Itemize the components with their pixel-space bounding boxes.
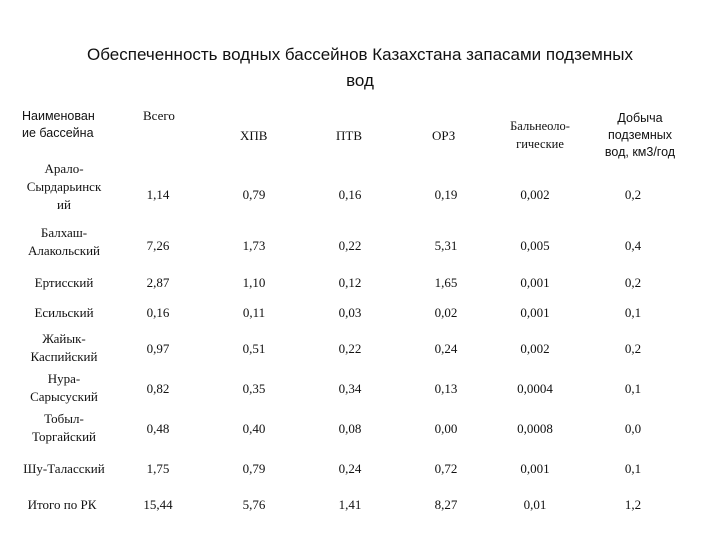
row-basin-name — [2, 224, 126, 260]
table-cell: 5,76 — [242, 497, 266, 512]
table-cell: 0,16 — [146, 305, 170, 320]
table-cell: 2,87 — [146, 275, 170, 290]
table-cell: 0,1 — [624, 305, 642, 320]
table-cell: 0,1 — [624, 461, 642, 476]
row-basin-name-line: Тобыл- — [44, 411, 84, 426]
table-cell: 1,65 — [434, 275, 458, 290]
table-cell: 0,19 — [434, 187, 458, 202]
page-title-line-2: вод — [346, 71, 374, 90]
table-cell: 0,0 — [624, 421, 642, 436]
table-cell: 0,0004 — [517, 381, 553, 396]
table-cell: 0,0008 — [517, 421, 553, 436]
table-cell: 0,002 — [520, 187, 550, 202]
table-cell: 0,4 — [624, 238, 642, 253]
table-cell: 0,24 — [434, 341, 458, 356]
header-hpv: ХПВ — [240, 128, 268, 143]
table-cell: 0,002 — [520, 341, 550, 356]
row-basin-name-line: Алакольский — [27, 243, 101, 258]
table-cell: 0,005 — [520, 238, 550, 253]
row-basin-name-line: Сарысуский — [30, 389, 98, 404]
table-cell: 0,34 — [338, 381, 362, 396]
table-cell: 0,03 — [338, 305, 362, 320]
table-cell: 0,72 — [434, 461, 458, 476]
header-extraction: Добыча подземных вод, км3/год — [604, 111, 676, 159]
table-cell: 0,2 — [624, 341, 642, 356]
table-cell: 0,82 — [146, 381, 170, 396]
table-cell: 0,51 — [242, 341, 266, 356]
row-basin-name-line: Жайык- — [42, 331, 86, 346]
table-cell: 0,79 — [242, 461, 266, 476]
row-basin-name — [0, 496, 124, 514]
row-basin-name-line: Нура- — [47, 371, 81, 386]
header-orz: ОРЗ — [432, 128, 456, 143]
table-cell: 0,01 — [523, 497, 547, 512]
table-cell: 8,27 — [434, 497, 458, 512]
table-cell: 0,001 — [520, 275, 550, 290]
row-basin-name-line: Сырдарьинск — [26, 179, 102, 194]
table-cell: 0,12 — [338, 275, 362, 290]
row-basin-name — [2, 330, 126, 366]
table-cell: 0,2 — [624, 187, 642, 202]
table-cell: 0,97 — [146, 341, 170, 356]
row-basin-name — [2, 370, 126, 406]
table-cell: 1,10 — [242, 275, 266, 290]
row-basin-name — [2, 274, 126, 292]
row-basin-name-line: Торгайский — [31, 429, 97, 444]
row-basin-name-line: Ертисский — [34, 275, 94, 290]
row-basin-name-line: Арало- — [44, 161, 84, 176]
table-cell: 0,001 — [520, 305, 550, 320]
header-ptv: ПТВ — [336, 128, 362, 143]
table-cell: 0,00 — [434, 421, 458, 436]
table-cell: 1,14 — [146, 187, 170, 202]
table-cell: 0,11 — [242, 305, 266, 320]
table-cell: 0,16 — [338, 187, 362, 202]
header-basin-name: Наименован ие бассейна — [22, 109, 95, 140]
table-cell: 0,02 — [434, 305, 458, 320]
header-balneological: Бальнеоло- гические — [510, 119, 570, 151]
row-basin-name-line: Балхаш- — [40, 225, 88, 240]
table-cell: 0,35 — [242, 381, 266, 396]
table-cell: 15,44 — [143, 497, 173, 512]
row-basin-name — [2, 410, 126, 446]
table-cell: 0,22 — [338, 238, 362, 253]
table-cell: 0,48 — [146, 421, 170, 436]
header-total: Всего — [143, 108, 175, 123]
row-basin-name — [2, 160, 126, 214]
row-basin-name-line: Есильский — [34, 305, 94, 320]
table-cell: 0,40 — [242, 421, 266, 436]
table-cell: 0,001 — [520, 461, 550, 476]
table-cell: 0,79 — [242, 187, 266, 202]
row-basin-name-line: Шу-Таласский — [23, 461, 105, 476]
table-cell: 0,2 — [624, 275, 642, 290]
table-cell: 0,1 — [624, 381, 642, 396]
page-title-line-1: Обеспеченность водных бассейнов Казахстана запасами подземных — [87, 45, 633, 64]
row-basin-name — [2, 460, 126, 478]
table-cell: 1,75 — [146, 461, 170, 476]
table-cell: 0,22 — [338, 341, 362, 356]
table-cell: 0,13 — [434, 381, 458, 396]
row-basin-name-line: ий — [57, 197, 71, 212]
table-cell: 1,41 — [338, 497, 362, 512]
page-title — [40, 42, 680, 94]
table-cell: 0,08 — [338, 421, 362, 436]
row-basin-name-line: Итого по РК — [27, 497, 97, 512]
table-cell: 1,73 — [242, 238, 266, 253]
table-cell: 0,24 — [338, 461, 362, 476]
row-basin-name-line: Каспийский — [30, 349, 98, 364]
table-cell: 5,31 — [434, 238, 458, 253]
row-basin-name — [2, 304, 126, 322]
table-cell: 1,2 — [624, 497, 642, 512]
table-cell: 7,26 — [146, 238, 170, 253]
